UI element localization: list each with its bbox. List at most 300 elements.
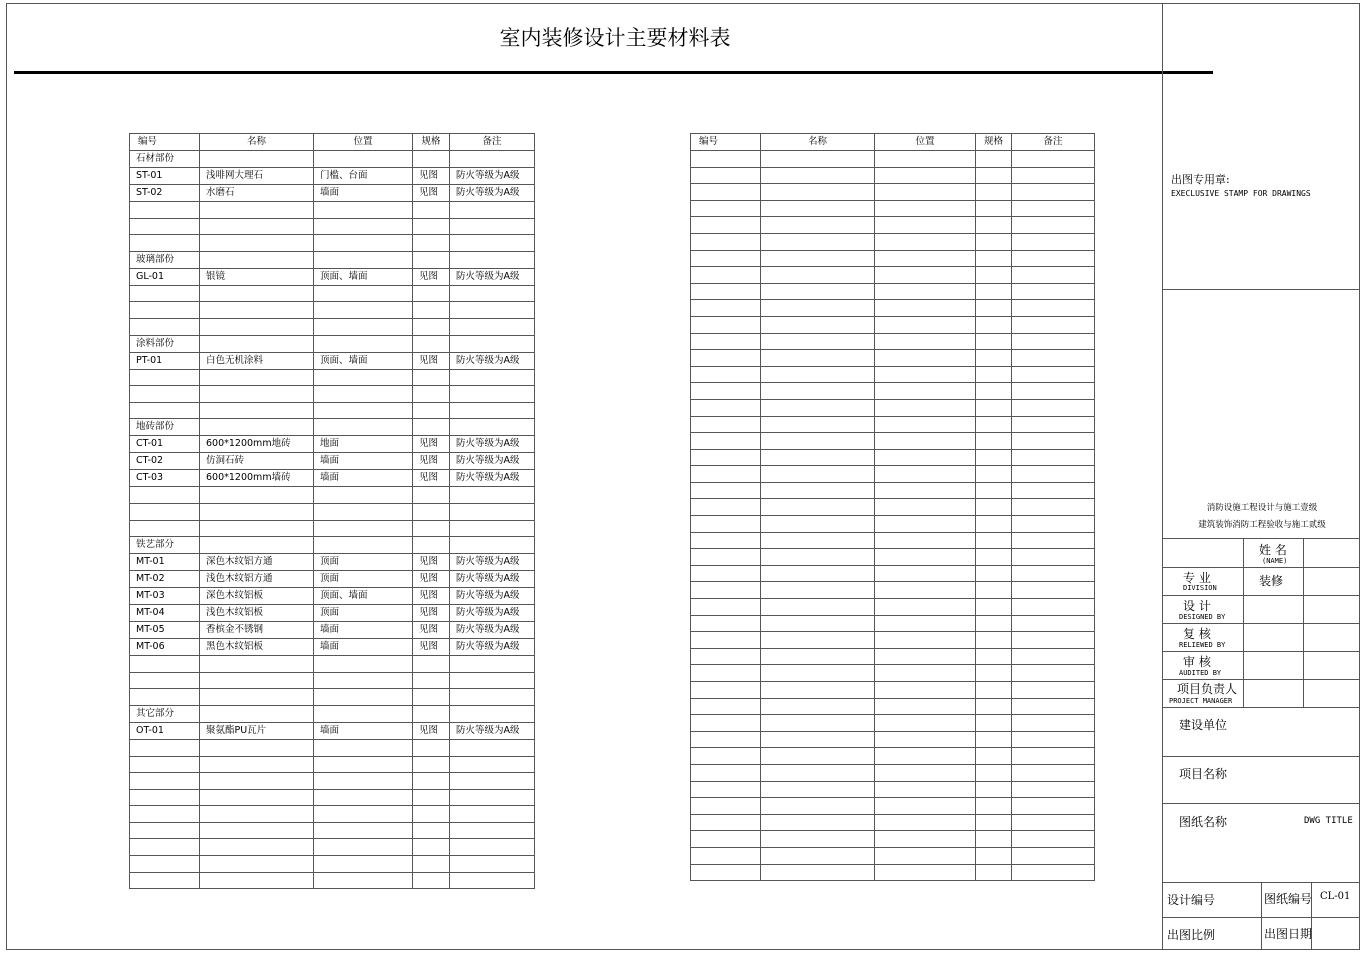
designed-label-en: DESIGNED BY <box>1179 613 1226 621</box>
table-cell <box>761 781 875 798</box>
table-cell <box>413 656 450 673</box>
table-cell <box>413 285 450 302</box>
table-cell: 编号 <box>691 134 761 151</box>
table-cell <box>314 856 413 873</box>
table-row <box>130 739 535 756</box>
table-cell <box>1012 250 1095 267</box>
table-cell <box>761 184 875 201</box>
table-cell: 见图 <box>413 470 450 487</box>
table-cell <box>413 302 450 319</box>
table-cell <box>314 705 413 722</box>
table-row <box>130 453 535 470</box>
table-cell: 见图 <box>413 622 450 639</box>
table-cell: 防火等级为A级 <box>450 470 535 487</box>
table-cell <box>691 748 761 765</box>
table-cell <box>200 318 314 335</box>
table-cell <box>976 151 1012 168</box>
table-cell <box>130 487 200 504</box>
table-row <box>691 715 1095 732</box>
table-cell <box>413 705 450 722</box>
table-cell <box>450 487 535 504</box>
table-cell <box>976 599 1012 616</box>
table-cell <box>761 333 875 350</box>
table-cell: 地面 <box>314 436 413 453</box>
table-cell <box>200 419 314 436</box>
table-cell <box>200 806 314 823</box>
table-cell: 水磨石 <box>200 185 314 202</box>
table-cell: 其它部分 <box>130 705 200 722</box>
table-cell <box>200 285 314 302</box>
dwg-title: DWG TITLE <box>1304 816 1353 826</box>
table-row <box>691 731 1095 748</box>
table-cell <box>976 748 1012 765</box>
table-row <box>691 648 1095 665</box>
table-cell <box>691 151 761 168</box>
table-row <box>130 806 535 823</box>
table-cell <box>976 615 1012 632</box>
table-cell <box>691 731 761 748</box>
table-cell <box>691 698 761 715</box>
table-cell <box>761 200 875 217</box>
section-row <box>130 151 535 168</box>
table-cell <box>1012 184 1095 201</box>
table-cell <box>976 383 1012 400</box>
table-cell <box>450 335 535 352</box>
table-cell <box>691 350 761 367</box>
table-cell <box>200 251 314 268</box>
table-cell <box>691 233 761 250</box>
table-cell <box>761 499 875 516</box>
table-cell: ST-01 <box>130 168 200 185</box>
table-cell: 规格 <box>976 134 1012 151</box>
table-cell: 防火等级为A级 <box>450 185 535 202</box>
table-cell <box>413 739 450 756</box>
table-cell <box>200 739 314 756</box>
table-cell <box>976 682 1012 699</box>
table-cell <box>691 333 761 350</box>
table-cell <box>761 466 875 483</box>
table-cell <box>875 383 976 400</box>
table-cell <box>761 283 875 300</box>
table-cell <box>200 872 314 889</box>
table-cell <box>1012 449 1095 466</box>
table-cell <box>875 516 976 533</box>
table-cell <box>976 200 1012 217</box>
table-cell: 仿洞石砖 <box>200 453 314 470</box>
table-row <box>130 503 535 520</box>
table-cell <box>976 433 1012 450</box>
table-cell <box>875 250 976 267</box>
table-cell <box>450 773 535 790</box>
table-cell <box>976 798 1012 815</box>
table-row <box>691 333 1095 350</box>
table-cell <box>450 656 535 673</box>
table-cell <box>413 806 450 823</box>
page-title: 室内装修设计主要材料表 <box>499 26 731 50</box>
table-cell <box>875 316 976 333</box>
table-cell <box>1012 217 1095 234</box>
table-cell <box>875 748 976 765</box>
table-cell <box>875 565 976 582</box>
table-cell <box>130 689 200 706</box>
table-cell <box>1012 814 1095 831</box>
table-cell: 顶面、墙面 <box>314 588 413 605</box>
table-cell: 见图 <box>413 639 450 656</box>
table-cell: 位置 <box>875 134 976 151</box>
drawing-name-label: 图纸名称 <box>1179 815 1228 829</box>
table-cell <box>976 781 1012 798</box>
table-cell <box>875 283 976 300</box>
table-cell <box>691 632 761 649</box>
table-cell <box>976 449 1012 466</box>
table-cell <box>314 419 413 436</box>
table-cell <box>130 402 200 419</box>
table-cell <box>691 167 761 184</box>
table-cell <box>691 864 761 881</box>
table-cell <box>450 739 535 756</box>
table-cell <box>413 151 450 168</box>
table-cell <box>413 520 450 537</box>
table-cell <box>761 267 875 284</box>
table-cell: 防火等级为A级 <box>450 352 535 369</box>
table-cell <box>314 302 413 319</box>
table-cell <box>314 672 413 689</box>
table-cell <box>761 300 875 317</box>
table-cell <box>875 682 976 699</box>
table-row <box>130 789 535 806</box>
table-cell <box>314 218 413 235</box>
division-label-en: DIVISION <box>1183 584 1217 592</box>
table-cell: 防火等级为A级 <box>450 622 535 639</box>
table-cell <box>976 283 1012 300</box>
table-cell <box>450 705 535 722</box>
table-cell <box>875 350 976 367</box>
table-row <box>691 798 1095 815</box>
table-row <box>130 588 535 605</box>
table-cell: 墙面 <box>314 470 413 487</box>
table-cell <box>761 632 875 649</box>
table-row <box>691 615 1095 632</box>
table-header-row <box>130 134 535 151</box>
table-cell <box>450 285 535 302</box>
table-cell <box>976 665 1012 682</box>
table-cell <box>976 167 1012 184</box>
table-cell: 防火等级为A级 <box>450 588 535 605</box>
table-cell <box>875 366 976 383</box>
table-row <box>130 318 535 335</box>
table-cell: 白色无机涂料 <box>200 352 314 369</box>
table-cell: 墙面 <box>314 722 413 739</box>
table-cell <box>691 482 761 499</box>
table-cell <box>450 402 535 419</box>
table-cell <box>761 715 875 732</box>
table-row <box>691 233 1095 250</box>
table-row <box>691 466 1095 483</box>
reviewed-label-en: RELIEWED BY <box>1179 641 1226 649</box>
table-cell: CT-03 <box>130 470 200 487</box>
table-cell <box>314 335 413 352</box>
section-row <box>130 537 535 554</box>
table-row <box>691 599 1095 616</box>
table-cell <box>413 402 450 419</box>
table-cell <box>413 839 450 856</box>
table-row <box>691 532 1095 549</box>
table-cell <box>450 151 535 168</box>
table-cell <box>976 416 1012 433</box>
table-row <box>130 672 535 689</box>
table-cell <box>450 806 535 823</box>
table-cell <box>691 200 761 217</box>
table-cell: 见图 <box>413 722 450 739</box>
table-row <box>130 656 535 673</box>
table-cell <box>450 503 535 520</box>
table-cell <box>875 814 976 831</box>
table-row <box>691 698 1095 715</box>
table-cell <box>691 599 761 616</box>
table-cell <box>130 520 200 537</box>
table-cell <box>130 369 200 386</box>
table-cell <box>691 814 761 831</box>
table-cell: 见图 <box>413 185 450 202</box>
table-cell <box>314 386 413 403</box>
table-row <box>691 632 1095 649</box>
table-cell <box>691 300 761 317</box>
table-cell <box>1012 333 1095 350</box>
table-cell <box>200 369 314 386</box>
table-cell: 600*1200mm地砖 <box>200 436 314 453</box>
table-cell <box>314 151 413 168</box>
table-cell <box>130 202 200 219</box>
table-cell <box>1012 300 1095 317</box>
table-cell <box>875 433 976 450</box>
table-cell <box>200 672 314 689</box>
table-cell <box>761 167 875 184</box>
table-cell: 名称 <box>200 134 314 151</box>
table-header-row <box>691 134 1095 151</box>
table-cell <box>875 847 976 864</box>
table-cell <box>875 267 976 284</box>
table-row <box>130 605 535 622</box>
table-cell <box>691 283 761 300</box>
table-cell <box>450 369 535 386</box>
table-cell <box>314 756 413 773</box>
table-cell <box>976 399 1012 416</box>
table-row <box>691 482 1095 499</box>
table-cell <box>1012 167 1095 184</box>
design-no-label: 设计编号 <box>1167 893 1216 907</box>
table-cell <box>691 532 761 549</box>
table-cell <box>976 715 1012 732</box>
table-cell <box>875 482 976 499</box>
table-cell: 防火等级为A级 <box>450 453 535 470</box>
table-cell <box>130 822 200 839</box>
table-cell <box>413 419 450 436</box>
table-row <box>691 283 1095 300</box>
table-cell <box>976 632 1012 649</box>
table-cell <box>691 665 761 682</box>
table-cell <box>413 235 450 252</box>
table-cell <box>691 499 761 516</box>
table-row <box>130 571 535 588</box>
table-cell <box>450 789 535 806</box>
table-cell <box>200 520 314 537</box>
table-cell <box>1012 350 1095 367</box>
table-cell <box>130 789 200 806</box>
table-cell <box>200 335 314 352</box>
table-cell: 备注 <box>1012 134 1095 151</box>
table-cell <box>761 864 875 881</box>
table-cell <box>1012 482 1095 499</box>
table-cell <box>1012 698 1095 715</box>
table-cell <box>976 549 1012 566</box>
table-cell <box>450 756 535 773</box>
table-cell <box>761 516 875 533</box>
table-cell <box>691 648 761 665</box>
table-row <box>691 151 1095 168</box>
table-cell <box>875 217 976 234</box>
table-cell <box>314 822 413 839</box>
table-cell <box>976 250 1012 267</box>
table-cell <box>976 532 1012 549</box>
project-manager-label: 项目负责人 <box>1177 682 1238 696</box>
table-cell <box>875 399 976 416</box>
table-cell <box>200 487 314 504</box>
table-cell <box>691 781 761 798</box>
table-cell <box>450 302 535 319</box>
table-cell <box>976 764 1012 781</box>
table-cell <box>314 839 413 856</box>
table-cell <box>875 333 976 350</box>
name-header-en: (NAME) <box>1262 557 1288 565</box>
table-cell <box>450 419 535 436</box>
table-cell: 见图 <box>413 268 450 285</box>
table-row <box>130 689 535 706</box>
table-row <box>130 185 535 202</box>
table-cell <box>314 402 413 419</box>
table-cell <box>761 764 875 781</box>
table-cell <box>413 202 450 219</box>
table-cell <box>691 217 761 234</box>
table-cell: MT-04 <box>130 605 200 622</box>
table-cell <box>130 756 200 773</box>
table-row <box>691 399 1095 416</box>
audited-label: 审 核 <box>1183 655 1211 669</box>
table-cell <box>1012 267 1095 284</box>
table-cell <box>314 872 413 889</box>
table-cell <box>691 366 761 383</box>
table-cell <box>761 847 875 864</box>
table-cell <box>200 839 314 856</box>
table-row <box>691 847 1095 864</box>
table-cell <box>413 773 450 790</box>
table-cell <box>761 250 875 267</box>
table-row <box>130 235 535 252</box>
table-cell: 玻璃部份 <box>130 251 200 268</box>
table-cell <box>875 416 976 433</box>
table-cell <box>450 537 535 554</box>
table-row <box>691 549 1095 566</box>
table-cell <box>450 520 535 537</box>
date-label: 出图日期 <box>1264 927 1313 941</box>
table-row <box>691 217 1095 234</box>
table-cell: 位置 <box>314 134 413 151</box>
table-cell <box>761 731 875 748</box>
table-cell <box>761 615 875 632</box>
table-cell: 深色木纹铝板 <box>200 588 314 605</box>
table-cell <box>761 217 875 234</box>
table-cell <box>761 698 875 715</box>
table-cell: 银镜 <box>200 268 314 285</box>
table-cell <box>875 798 976 815</box>
table-cell <box>200 503 314 520</box>
table-cell <box>200 151 314 168</box>
table-row <box>691 781 1095 798</box>
table-row <box>130 722 535 739</box>
table-cell <box>130 856 200 873</box>
table-cell: 墙面 <box>314 185 413 202</box>
division-label: 专 业 <box>1183 571 1211 585</box>
table-row <box>691 864 1095 881</box>
stamp-label-en: EXECLUSIVE STAMP FOR DRAWINGS <box>1171 189 1311 198</box>
table-cell <box>761 383 875 400</box>
section-row <box>130 251 535 268</box>
table-cell: MT-06 <box>130 639 200 656</box>
table-cell: PT-01 <box>130 352 200 369</box>
table-cell <box>761 665 875 682</box>
table-cell <box>761 565 875 582</box>
table-cell <box>450 672 535 689</box>
table-cell: 顶面 <box>314 554 413 571</box>
table-cell <box>1012 399 1095 416</box>
table-cell <box>761 482 875 499</box>
table-cell <box>976 267 1012 284</box>
table-row <box>691 665 1095 682</box>
table-cell <box>450 235 535 252</box>
table-cell <box>761 433 875 450</box>
table-cell: 防火等级为A级 <box>450 436 535 453</box>
table-cell: 防火等级为A级 <box>450 605 535 622</box>
table-cell <box>1012 715 1095 732</box>
table-cell <box>691 565 761 582</box>
table-row <box>130 639 535 656</box>
table-cell <box>413 689 450 706</box>
table-cell <box>976 698 1012 715</box>
table-cell <box>691 615 761 632</box>
table-cell <box>875 698 976 715</box>
table-cell <box>976 350 1012 367</box>
table-cell <box>976 648 1012 665</box>
qualification-2: 建筑装饰消防工程验收与施工贰级 <box>1198 520 1326 530</box>
table-cell <box>1012 416 1095 433</box>
table-cell <box>761 798 875 815</box>
table-cell <box>413 318 450 335</box>
table-cell <box>875 764 976 781</box>
table-row <box>130 622 535 639</box>
table-row <box>691 300 1095 317</box>
table-cell: 编号 <box>130 134 200 151</box>
table-cell <box>976 847 1012 864</box>
table-cell: 防火等级为A级 <box>450 268 535 285</box>
table-cell <box>130 503 200 520</box>
table-cell <box>875 499 976 516</box>
table-cell <box>875 449 976 466</box>
table-row <box>130 470 535 487</box>
table-cell <box>314 656 413 673</box>
table-cell <box>875 466 976 483</box>
drawing-no-label: 图纸编号 <box>1264 892 1313 906</box>
table-cell <box>413 487 450 504</box>
table-cell <box>413 789 450 806</box>
